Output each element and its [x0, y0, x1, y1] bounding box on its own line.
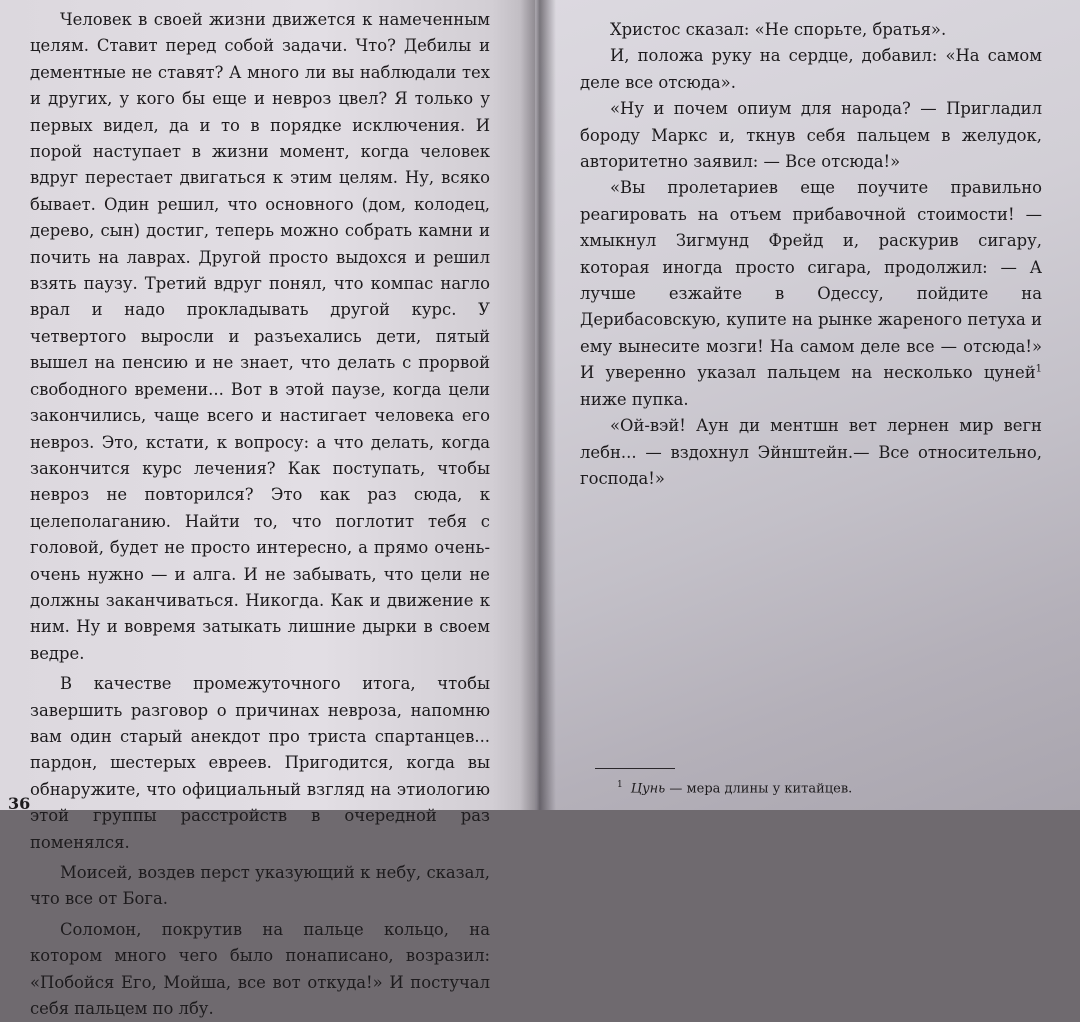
footnote-text: — мера длины у китайцев. — [665, 781, 853, 797]
right-page — [535, 0, 1080, 810]
footnote-reference: 1 — [1035, 363, 1042, 375]
paragraph: Христос сказал: «Не спорьте, братья». — [610, 20, 947, 39]
footnote — [617, 776, 852, 798]
paragraph: Соломон, покрутив на пальце кольцо, на котором много чего было понаписано, возразил: «Побойся Его, Мойша, все вот откуда!» И постучал себя пальцем по лбу. — [30, 919, 490, 1019]
paragraph — [580, 175, 1042, 413]
footnote-mark: 1 — [617, 780, 623, 790]
paragraph: Человек в своей жизни движется к намеченным целям. Ставит перед собой задачи. Что? Дебилы и дементные не ставят? А много ли вы наблюдали тех и других, у кого бы еще и невроз цвел? Я только у первых видел, да и то в порядке исключения. И порой наступает в жизни момент, когда человек вдруг перестает двигаться к этим целям. Ну, всяко бывает. Один решил, что основного (дом, колодец, дерево, сын) достиг, теперь можно собрать камни и почить на лаврах. Другой просто выдохся и решил взять паузу. Третий вдруг понял, что компас нагло врал и надо прокладывать другой курс. У четвертого выросли и разъехались дети, пятый вышел на пенсию и не знает, что делать с прорвой свободного времени... Вот в этой паузе, когда цели закончились, чаще всего и настигает человека его невроз. Это, кстати, к вопросу: а что делать, когда закончится курс лечения? Как поступать, чтобы невроз не повторился? Это как раз сюда, к целеполаганию. Найти то, что поглотит тебя с головой, будет не просто интересно, а прямо очень-очень нужно — и алга. И не забывать, что цели не должны заканчиваться. Никогда. Как и движение к ним. Ну и вовремя затыкать лишние дырки в своем ведре. — [30, 10, 490, 663]
paragraph: «Ну и почем опиум для народа? — Пригладил бороду Маркс и, ткнув себя пальцем в желудок, авторитетно заявил: — Все отсюда!» — [580, 99, 1042, 172]
page-number: 36 — [8, 794, 31, 813]
footnote-term: Цунь — [630, 781, 666, 797]
paragraph: «Ой-вэй! Аун ди ментшн вет лернен мир вегн лебн... — вздохнул Эйнштейн.— Все относительно, господа!» — [580, 416, 1042, 488]
paragraph: И, положа руку на сердце, добавил: «На самом деле все отсюда». — [580, 46, 1042, 92]
footnote-divider — [595, 768, 675, 769]
left-text-column — [30, 7, 490, 1022]
paragraph-text: «Вы пролетариев еще поучите правильно реагировать на отъем прибавочной стоимости! — хмыкнул Зигмунд Фрейд и, раскурив сигару, которая иногда просто сигара, продолжил: — А лучше езжайте в Одессу, пойдите на Дерибасовскую, купите на рынке жареного петуха и ему вынесите мозги! На самом деле все — отсюда!» И уверенно указал пальцем на несколько цуней — [580, 178, 1042, 383]
paragraph-text: ниже пупка. — [580, 389, 689, 409]
book-gutter — [520, 0, 556, 810]
left-page — [0, 0, 535, 1019]
paragraph: В качестве промежуточного итога, чтобы завершить разговор о причинах невроза, напомню вам один старый анекдот про триста спартанцев... пардон, шестерых евреев. Пригодится, когда вы обнаружите, что официальный взгляд на этиологию этой группы расстройств в очередной раз поменялся. — [30, 674, 490, 852]
right-text-column — [580, 17, 1042, 492]
paragraph: Моисей, воздев перст указующий к небу, сказал, что все от Бога. — [30, 863, 490, 909]
